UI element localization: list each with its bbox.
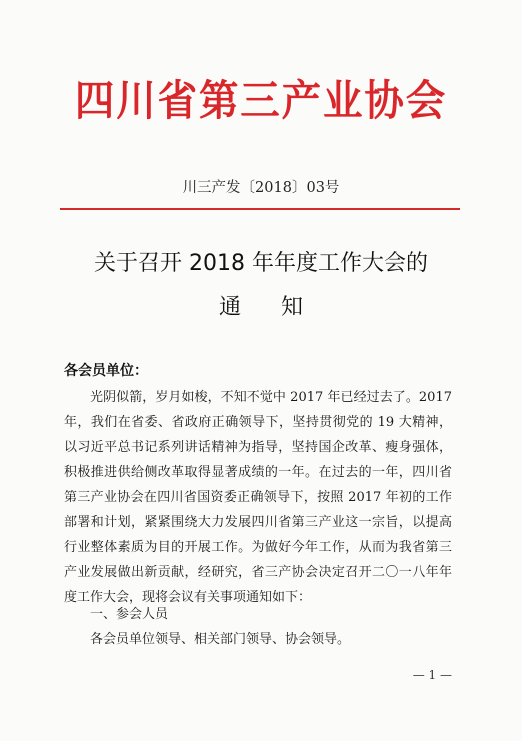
notice-title-line1: 关于召开 2018 年年度工作大会的 [94, 251, 428, 276]
red-divider-line [60, 208, 460, 210]
section-text-attendees: 各会员单位领导、相关部门领导、协会领导。 [90, 632, 351, 647]
section-heading-attendees: 一、参会人员 [90, 607, 169, 622]
salutation: 各会员单位： [64, 363, 148, 379]
body-paragraph: 光阴似箭，岁月如梭，不知不觉中 2017 年已经过去了。2017 年，我们在省委、省政府正确领导下，坚持贯彻党的 19 大精神，以习近平总书记系列讲话精神为指导，坚持国企改革、瘦身强体，积极推进供给侧改革取得显著成绩的一年。在过去的一年，四川省第三产业协会在四川省国资委正确领导下，按照 2017 年初的工作部署和计划，紧紧围绕大力发展四川省第三产业这一宗旨，以提高行业整体素质为目的开展工作。为做好今年工作，从而为我省第三产业发展做出新贡献，经研究，省三产协会决定召开二〇一八年年度工作大会，现将会议有关事项通知如下： [64, 390, 452, 605]
document-number: 川三产发〔2018〕03号 [182, 180, 340, 196]
notice-title-line2: 通知 [218, 295, 343, 320]
body-text [64, 385, 452, 610]
letterhead-title: 四川省第三产业协会 [74, 76, 448, 125]
page-number: — 1 — [412, 668, 452, 682]
